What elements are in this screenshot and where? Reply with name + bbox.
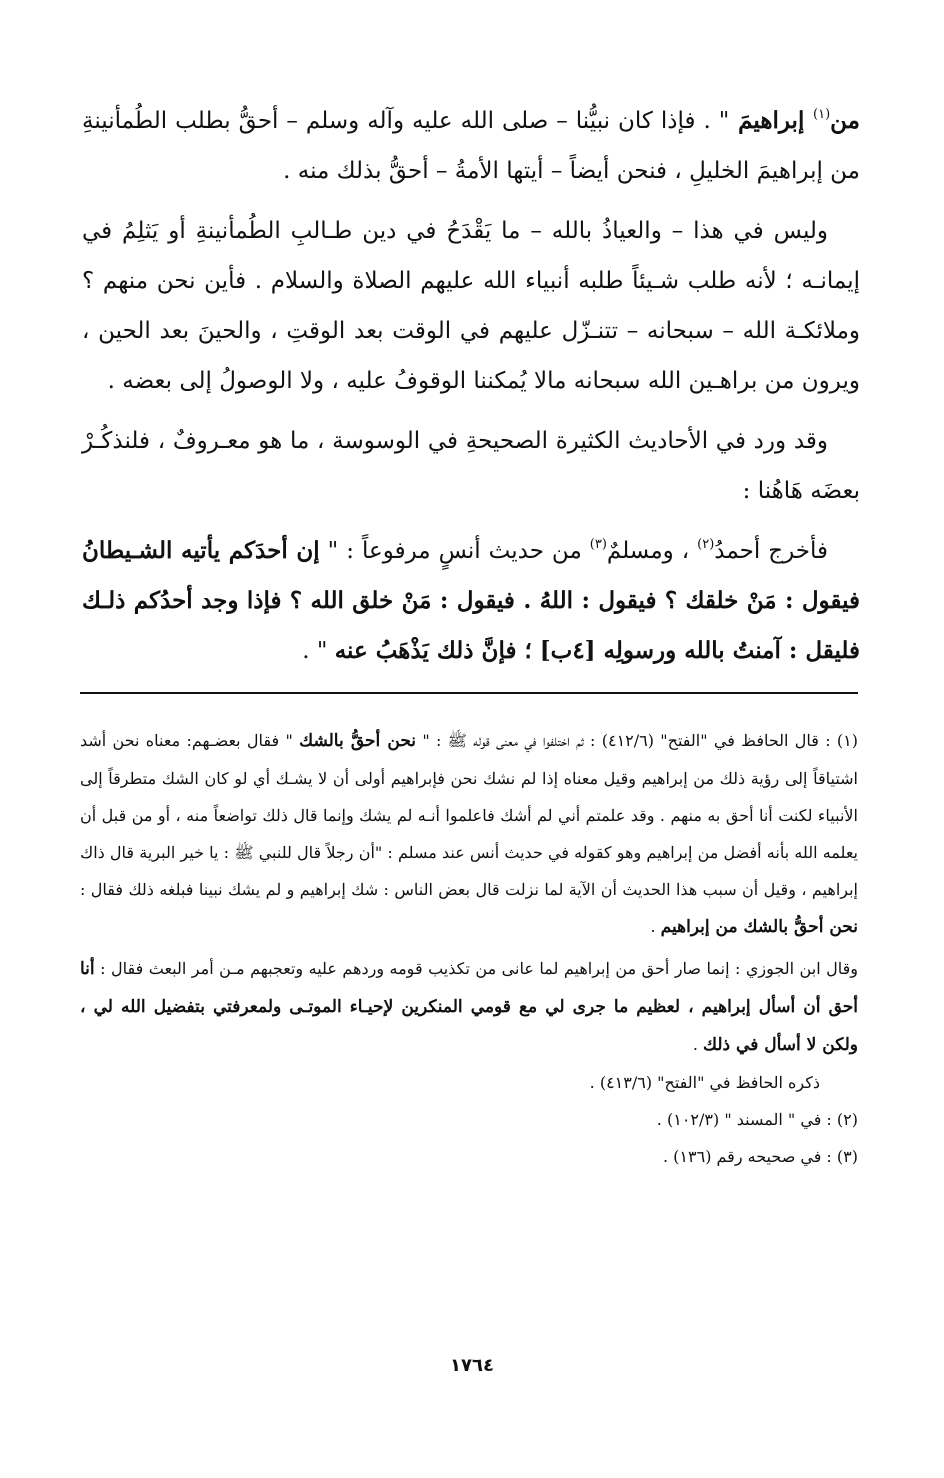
footnote-1-continued: [80, 950, 858, 1064]
footnote-2: (٢) : في " المسند " (١٠٢/٣) .: [656, 1110, 858, 1129]
n1-bold-1: نحن أحقُّ بالشك: [299, 731, 417, 751]
p1-bold: إبراهيمَ: [729, 107, 814, 134]
p4-start: فأخرج أحمدُ: [714, 538, 829, 564]
n1-mid: " فقال بعضـهم: معناه نحن أشد اشتياقاً إلى رؤية ذلك من إبراهيم وقيل معناه إذا لم نشك نحن فإبراهيم أولى أن لا يشـك أي لو كان الشك متطرقاً إلى الأنبياء لكنت أنا أحق به منهم . وقد علمتم أني لم أشك فاعلموا أنـه لم يشك وإنما قال ذلك تواضعاً منه ، أو من قبل أن يعلمه الله بأنه أفضل من إبراهيم وهو كقوله في حديث أنس عند مسلم : "أن رجلاً قال للنبي ﷺ : يا خير البرية قال ذاك إبراهيم ، وقيل أن سبب هذا الحديث أن الآية لما نزلت قال بعض الناس : شك إبراهيم و لم يشك نبينا فبلغه ذلك فقال :: [80, 731, 859, 899]
page-number: ١٧٦٤: [450, 1355, 494, 1376]
n1-start: (١) : قال الحافظ في "الفتح" (٤١٢/٦) : ثم اختلفوا في معنى قوله ﷺ : ": [416, 731, 859, 750]
footnote-ref-1: (١): [813, 107, 831, 122]
p1-start: من: [830, 107, 860, 134]
footnote-1: [80, 722, 858, 946]
n1-end: .: [650, 917, 661, 936]
n1-bold-2: نحن أحقُّ بالشك من إبراهيم: [660, 917, 858, 937]
p4-mid2: من حديث أنسٍ مرفوعاً : ": [319, 538, 590, 564]
paragraph-1: [82, 96, 860, 196]
n1b-start: وقال ابن الجوزي : إنما صار أحق من إبراهيم لما عانى من تكذيب قومه وردهم عليه وتعجبهم مـن أمر البعث فقال :: [94, 959, 858, 978]
p4-mid: ، ومسلمٌ: [606, 538, 698, 564]
footnotes: [80, 722, 858, 1175]
paragraph-3: وقد ورد في الأحاديث الكثيرة الصحيحةِ في الوسوسة ، ما هو معـروفٌ ، فلنذكُـرْ بعضَه هَاهُنا :: [82, 428, 860, 504]
footnote-1-citation: ذكره الحافظ في "الفتح" (٤١٣/٦) .: [589, 1073, 820, 1092]
n1b-bold: أنا أحق أن أسأل إبراهيم ، لعظيم ما جرى لي مع قومي المنكرين لإحيـاء الموتـى ولمعرفتي بتفضيل الله لي ، ولكن لا أسأل في ذلك: [80, 959, 858, 1055]
p1-rest: " . فإذا كان نبيُّنا – صلى الله عليه وآله وسلم – أحقُّ بطلب الطُمأنينةِ من إبراهيمَ الخليلِ ، فنحن أيضاً – أيتها الأمةُ – أحقُّ بذلك منه .: [82, 108, 860, 184]
hadith-text: إن أحدَكم يأتيه الشـيطانُ فيقول : مَنْ خلقك ؟ فيقول : اللهُ . فيقول : مَنْ خلق الله ؟ فإذا وجد أحدُكم ذلـك فليقل : آمنتُ بالله ورسولِه [٤ب] ؛ فإنَّ ذلك يَذْهَبُ عنه: [82, 537, 860, 664]
paragraph-2: وليس في هذا – والعياذُ بالله – ما يَقْدَحُ في دين طـالبِ الطُمأنينةِ أو يَثلِمُ في إيمانـه ؛ لأنه طلب شـيئاً طلبه أنبياء الله عليهم الصلاة والسلام . فأين نحن منهم ؟ وملائكـة الله – سبحانه – تتنـزّل عليهم في الوقت بعد الوقتِ ، والحينَ بعد الحين ، ويرون من براهـين الله سبحانه مالا يُمكننا الوقوفُ عليه ، ولا الوصولُ إلى بعضه .: [82, 218, 860, 394]
main-text: [82, 96, 860, 676]
footnote-ref-2: (٢): [697, 537, 715, 552]
footnote-ref-3: (٣): [589, 537, 607, 552]
paragraph-4: [82, 526, 860, 676]
p4-end: " .: [302, 638, 335, 664]
footnote-divider: [80, 692, 858, 694]
n1b-end: .: [692, 1035, 704, 1054]
footnote-3: (٣) : في صحيحه رقم (١٣٦) .: [662, 1147, 858, 1166]
